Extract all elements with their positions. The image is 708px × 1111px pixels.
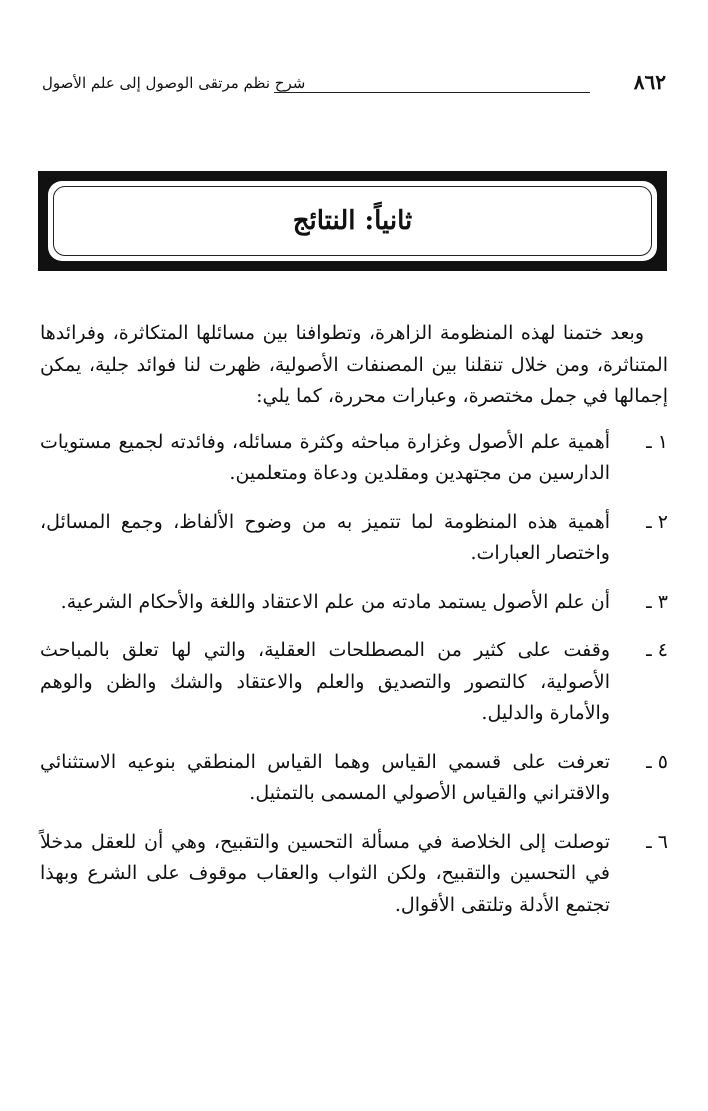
result-item (40, 747, 668, 810)
result-text: أهمية علم الأصول وغزارة مباحثه وكثرة مسائله، وفائدته لجميع مستويات الدارسين من مجتهدين ومقلدين ودعاة ومتعلمين. (40, 430, 610, 484)
result-number: ٦ ـ (646, 830, 668, 853)
result-number: ٥ ـ (646, 750, 668, 773)
result-number: ١ ـ (646, 430, 668, 453)
running-title: شرح نظم مرتقى الوصول إلى علم الأصول (42, 74, 306, 92)
result-text: تعرفت على قسمي القياس وهما القياس المنطقي بنوعيه الاستثنائي والاقتراني والقياس الأصولي المسمى بالتمثيل. (40, 750, 610, 804)
result-item (40, 635, 668, 730)
section-title-box (53, 186, 652, 256)
result-item (40, 427, 668, 490)
result-text: أن علم الأصول يستمد مادته من علم الاعتقاد واللغة والأحكام الشرعية. (60, 590, 610, 613)
section-title: ثانياً: النتائج (292, 206, 413, 236)
result-number: ٢ ـ (646, 510, 668, 533)
result-text: توصلت إلى الخلاصة في مسألة التحسين والتقبيح، وهي أن للعقل مدخلاً في التحسين والتقبيح، ولكن الثواب والعقاب موقوف على الشرع وبهذا تجتمع الأدلة وتلتقى الأقوال. (40, 830, 610, 916)
body-text (40, 318, 668, 938)
result-item (40, 587, 668, 619)
section-title-frame (38, 171, 667, 271)
result-item (40, 507, 668, 570)
header-rule (274, 92, 590, 93)
result-number: ٣ ـ (646, 590, 668, 613)
result-item (40, 827, 668, 922)
page-number: ٨٦٢ (633, 70, 666, 94)
result-number: ٤ ـ (646, 639, 668, 661)
intro-paragraph: وبعد ختمنا لهذه المنظومة الزاهرة، وتطوافنا بين مسائلها المتكاثرة، وفرائدها المتناثرة، ومن خلال تنقلنا بين المصنفات الأصولية، ظهرت لنا فوائد جلية، يمكن إجمالها في جمل مختصرة، وعبارات محررة، كما يلي: (40, 322, 668, 407)
running-header (36, 66, 672, 102)
section-title-inner-frame (48, 181, 657, 261)
result-text: أهمية هذه المنظومة لما تتميز به من وضوح الألفاظ، وجمع المسائل، واختصار العبارات. (40, 510, 610, 564)
result-text: وقفت على كثير من المصطلحات العقلية، والتي لها تعلق بالمباحث الأصولية، كالتصور والتصديق والعلم والاعتقاد والشك والظن والوهم والأمارة والدليل. (40, 639, 610, 724)
